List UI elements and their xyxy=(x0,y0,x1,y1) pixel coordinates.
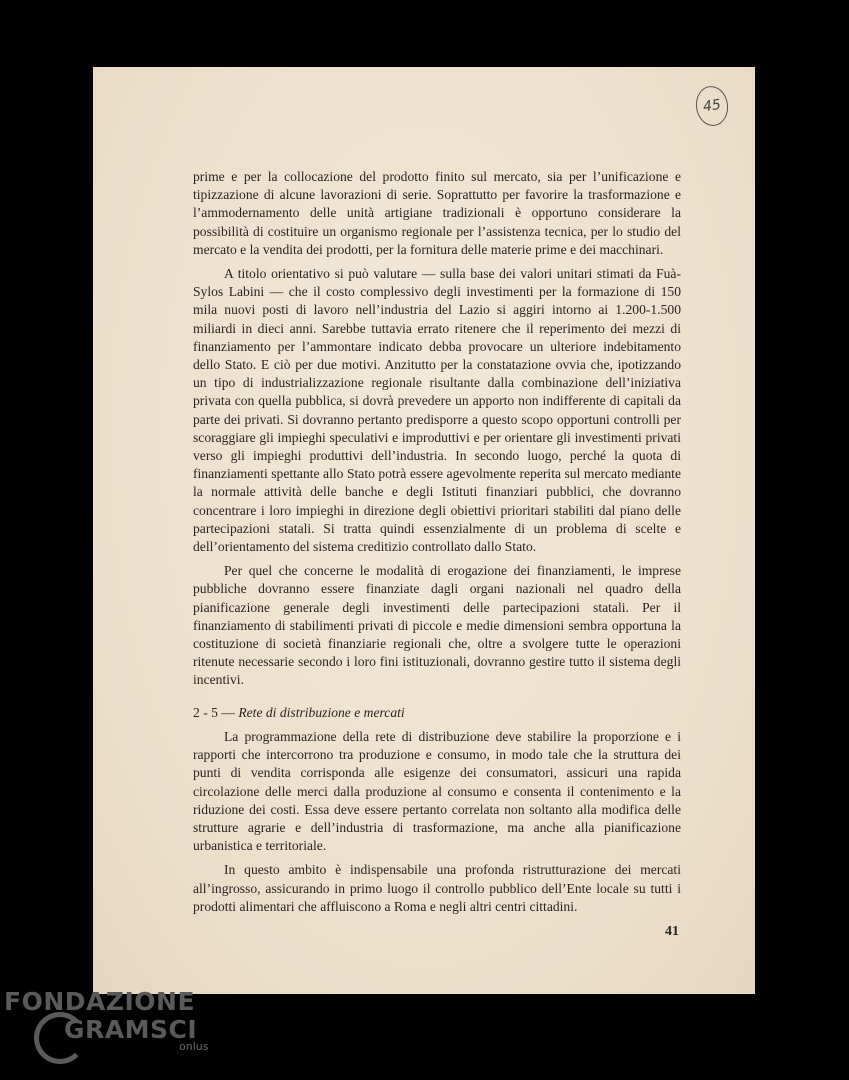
fondazione-gramsci-logo xyxy=(4,988,208,1053)
section-heading xyxy=(193,704,681,722)
logo-line-1: FONDAZIONE xyxy=(4,987,196,1016)
body-text xyxy=(193,168,681,916)
paragraph-2: A titolo orientativo si può valutare — sulla base dei valori unitari stimati da Fuà-Sylos Labini — che il costo complessivo degli investimenti per la formazione di 150 mila nuovi posti di lavoro nell’industria del Lazio si aggiri intorno ai 1.200-1.500 miliardi in dieci anni. Sarebbe tuttavia errato ritenere che il reperimento dei mezzi di finanziamento per l’ammontare indicato debba provocare un ulteriore indebitamento dello Stato. E ciò per due motivi. Anzitutto per la constatazione ovvia che, ipotizzando un tipo di industrializzazione regionale risultante dalla combinazione dell’iniziativa privata con quella pubblica, si dovrà prevedere un apporto non indifferente di capitali da parte dei privati. Si dovranno pertanto predisporre a questo scopo opportuni controlli per scoraggiare gli impieghi speculativi e improduttivi e per orientare gli investimenti privati verso gli impieghi produttivi dell’industria. In secondo luogo, perché la quota di finanziamenti spettante allo Stato potrà essere agevolmente reperita sul mercato mediante la normale attività delle banche e degli Istituti finanziari pubblici, che dovranno concentrare i loro impieghi in direzione degli obiettivi prioritari stabiliti dal piano delle partecipazioni statali. Si tratta quindi essenzialmente di un problema di scelte e dell’orientamento del sistema creditizio controllato dallo Stato. xyxy=(193,266,681,555)
page-number: 41 xyxy=(665,924,679,939)
section-paragraph-1: La programmazione della rete di distribuzione deve stabilire la proporzione e i rapporti che intercorrono tra produzione e consumo, in modo tale che la struttura dei punti di vendita corrisponda alle esigenze dei consumatori, assicuri una rapida circolazione delle merci dalla produzione al consumo e consenta il contenimento e la riduzione dei costi. Essa deve essere pertanto correlata non soltanto alla modifica delle strutture agrarie e dell’industria di trasformazione, ma anche alla pianificazione urbanistica e territoriale. xyxy=(193,728,681,854)
archive-number-stamp: 45 xyxy=(693,84,730,128)
section-number: 2 - 5 — xyxy=(193,704,235,720)
document-page xyxy=(93,67,755,994)
section-title: Rete di distribuzione e mercati xyxy=(238,704,405,720)
logo-line-2: GRAMSCI xyxy=(64,1015,198,1044)
logo-line-3: onlus xyxy=(179,1040,209,1053)
section-paragraph-2: In questo ambito è indispensabile una profonda ristrutturazione dei mercati all’ingrosso, assicurando in primo luogo il controllo pubblico dell’Ente locale su tutti i prodotti alimentari che affluiscono a Roma e negli altri centri cittadini. xyxy=(193,862,681,914)
paragraph-1: prime e per la collocazione del prodotto finito sul mercato, sia per l’unificazione e tipizzazione di alcune lavorazioni di serie. Soprattutto per favorire la trasformazione e l’ammodernamento delle unità artigiane tradizionali è opportuno considerare la possibilità di costituire un organismo regionale per l’assistenza tecnica, per lo studio del mercato e la vendita dei prodotti, per la fornitura delle materie prime e dei macchinari. xyxy=(193,169,681,257)
paragraph-3: Per quel che concerne le modalità di erogazione dei finanziamenti, le imprese pubbliche dovranno essere finanziate dagli organi nazionali nel quadro della pianificazione generale degli investimenti delle partecipazioni statali. Per il finanziamento di stabilimenti privati di piccole e medie dimensioni sembra opportuna la costituzione di società finanziarie regionali che, oltre a svolgere tutte le operazioni ritenute necessarie secondo i loro fini istituzionali, dovranno gestire tutto il sistema degli incentivi. xyxy=(193,563,681,688)
